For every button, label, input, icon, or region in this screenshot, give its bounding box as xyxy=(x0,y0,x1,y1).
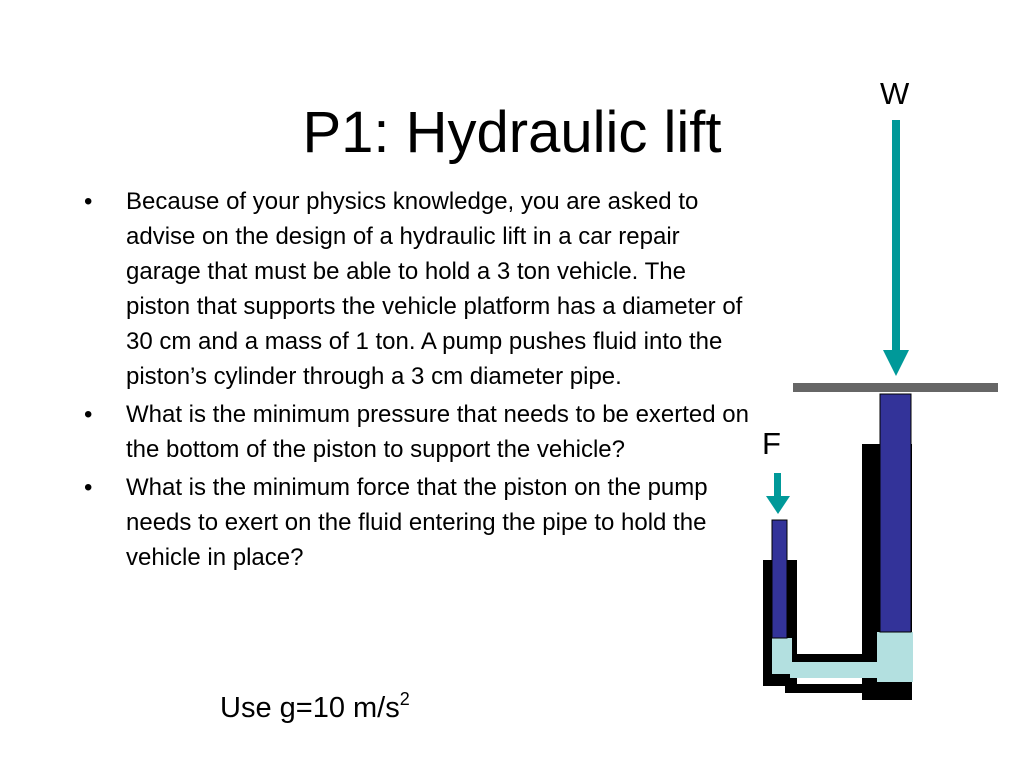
hydraulic-lift-diagram xyxy=(740,60,1010,720)
gravity-note-exponent: 2 xyxy=(399,689,410,709)
bullet-item xyxy=(84,470,752,575)
hydraulic-lift-drawing xyxy=(740,60,1010,720)
large-piston xyxy=(880,394,911,632)
fluid-small-column xyxy=(772,638,792,674)
bullet-text: What is the minimum force that the piston on the pump needs to exert on the fluid entering the pipe to hold the vehicle in place? xyxy=(126,474,708,571)
bullet-list xyxy=(84,184,752,578)
weight-arrow-shaft xyxy=(892,120,900,352)
fluid-large-column xyxy=(877,632,913,682)
slide-title: P1: Hydraulic lift xyxy=(302,100,722,165)
gravity-note-text: Use g=10 m/s xyxy=(220,692,400,724)
pump-piston xyxy=(772,520,787,638)
bullet-marker: • xyxy=(84,188,93,215)
bullet-marker: • xyxy=(84,401,93,428)
bullet-marker: • xyxy=(84,474,93,501)
bullet-item xyxy=(84,184,752,394)
pipe-top-wall xyxy=(797,654,877,662)
pipe-wall xyxy=(785,684,911,693)
force-label: F xyxy=(762,426,781,461)
bullet-text: What is the minimum pressure that needs to be exerted on the bottom of the piston to support the vehicle? xyxy=(126,401,749,463)
force-arrow-head xyxy=(766,496,790,514)
bullet-text: Because of your physics knowledge, you are asked to advise on the design of a hydraulic lift in a car repair garage that must be able to hold a 3 ton vehicle. The piston that supports the vehicle platform has a diameter of 30 cm and a mass of 1 ton. A pump pushes fluid into the piston’s cylinder through a 3 cm diameter pipe. xyxy=(126,188,743,390)
weight-arrow-head xyxy=(883,350,909,376)
weight-label: W xyxy=(880,76,910,111)
fluid-connecting-pipe xyxy=(790,662,880,678)
gravity-note xyxy=(220,690,410,726)
bullet-item xyxy=(84,397,752,467)
vehicle-platform xyxy=(793,383,998,392)
force-arrow-shaft xyxy=(774,473,781,499)
